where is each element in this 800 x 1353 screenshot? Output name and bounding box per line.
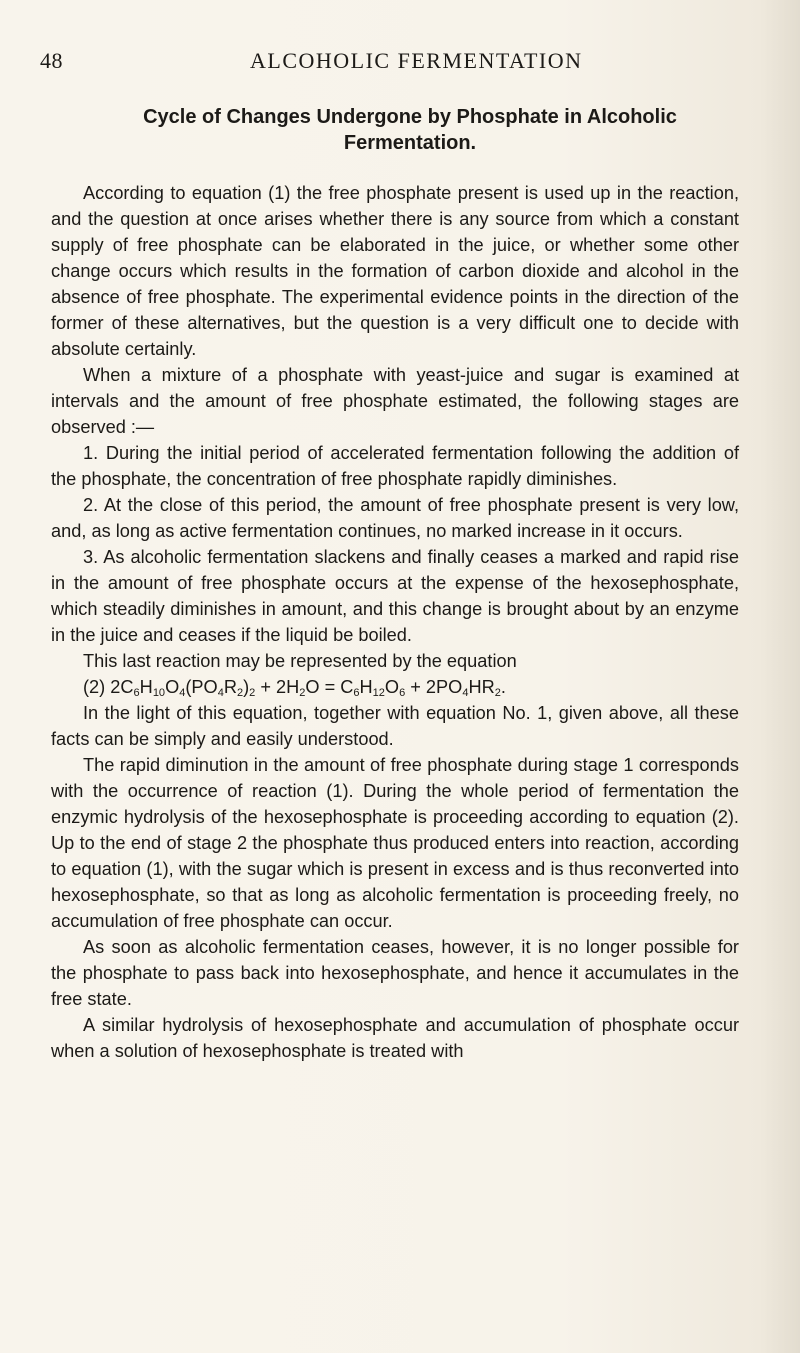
- equation-subscript: 6: [353, 687, 360, 699]
- equation-term: HR: [468, 677, 495, 697]
- paragraph: A similar hydrolysis of hexosephosphate and accumulation of phosphate occur when a solution of hexosephosphate is treated with: [51, 1015, 739, 1061]
- list-item: 3. As alcoholic fermentation slackens and finally ceases a marked and rapid rise in the amount of free phosphate occurs at the expense of the hexosephosphate, which steadily diminishes in amount, and this change is brought about by an enzyme in the juice and ceases if the liquid be boiled.: [51, 547, 739, 645]
- section-title: [110, 104, 710, 156]
- paragraph: According to equation (1) the free phosphate present is used up in the reaction, and the question at once arises whether there is any source from which a constant supply of free phosphate can be elaborated in the juice, or whether some other change occurs which results in the formation of carbon dioxide and alcohol in the absence of free phosphate. The experimental evidence points in the direction of the former of these alternatives, but the question is a very difficult one to decide with absolute certainly.: [51, 183, 739, 359]
- equation-subscript: 4: [217, 687, 224, 699]
- list-item: 2. At the close of this period, the amount of free phosphate present is very low, and, as long as active fermentation continues, no marked increase in it occurs.: [51, 495, 739, 541]
- page-number: 48: [40, 48, 63, 73]
- equation-term: O: [384, 677, 400, 697]
- paragraph: This last reaction may be represented by the equation: [83, 651, 517, 671]
- equation-subscript: 2: [299, 687, 306, 699]
- equation-term: (PO: [185, 677, 218, 697]
- equation-term: + 2H: [255, 677, 300, 697]
- equation-term: 2C: [110, 677, 134, 697]
- equation-subscript: 6: [133, 687, 140, 699]
- equation-subscript: 6: [399, 687, 406, 699]
- running-head: ALCOHOLIC FERMENTATION: [250, 48, 583, 73]
- section-title-line: Cycle of Changes Undergone by Phosphate in Alcoholic: [143, 106, 677, 128]
- body-text: [51, 180, 739, 1064]
- equation-term: ): [243, 677, 250, 697]
- equation-label: (2): [83, 677, 106, 697]
- equation-subscript: 10: [152, 687, 166, 699]
- section-title-line: Fermentation.: [343, 132, 477, 154]
- equation-subscript: 2: [249, 687, 256, 699]
- equation-term: .: [500, 677, 506, 697]
- equation-subscript: 2: [494, 687, 501, 699]
- equation-subscript: 2: [236, 687, 244, 699]
- equation-term: H: [139, 677, 153, 697]
- equation-term: + 2PO: [405, 677, 463, 697]
- equation-term: O: [165, 677, 180, 697]
- equation-term: O = C: [305, 677, 354, 697]
- equation-subscript: 4: [179, 687, 186, 699]
- page-header: [40, 48, 760, 82]
- paragraph: As soon as alcoholic fermentation ceases, however, it is no longer possible for the phosphate to pass back into hexosephosphate, and hence it accumulates in the free state.: [51, 937, 739, 1009]
- equation-subscript: 4: [462, 687, 469, 699]
- equation-term: H: [359, 677, 373, 697]
- equation-subscript: 12: [372, 687, 385, 699]
- paragraph: When a mixture of a phosphate with yeast-juice and sugar is examined at intervals and the amount of free phosphate estimated, the following stages are observed :—: [51, 365, 739, 437]
- equation: [51, 674, 739, 700]
- equation-term: R: [223, 677, 237, 697]
- paragraph: In the light of this equation, together with equation No. 1, given above, all these facts can be simply and easily understood.: [51, 703, 739, 749]
- list-item: 1. During the initial period of accelerated fermentation following the addition of the phosphate, the concentration of free phosphate rapidly diminishes.: [51, 443, 739, 489]
- paragraph: The rapid diminution in the amount of free phosphate during stage 1 corresponds with the occurrence of reaction (1). During the whole period of fermentation the enzymic hydrolysis of the hexosephosphate is proceeding according to equation (2). Up to the end of stage 2 the phosphate thus produced enters into reaction, according to equation (1), with the sugar which is present in excess and is thus reconverted into hexosephosphate, so that as long as alcoholic fermentation is proceeding freely, no accumulation of free phosphate can occur.: [51, 755, 739, 931]
